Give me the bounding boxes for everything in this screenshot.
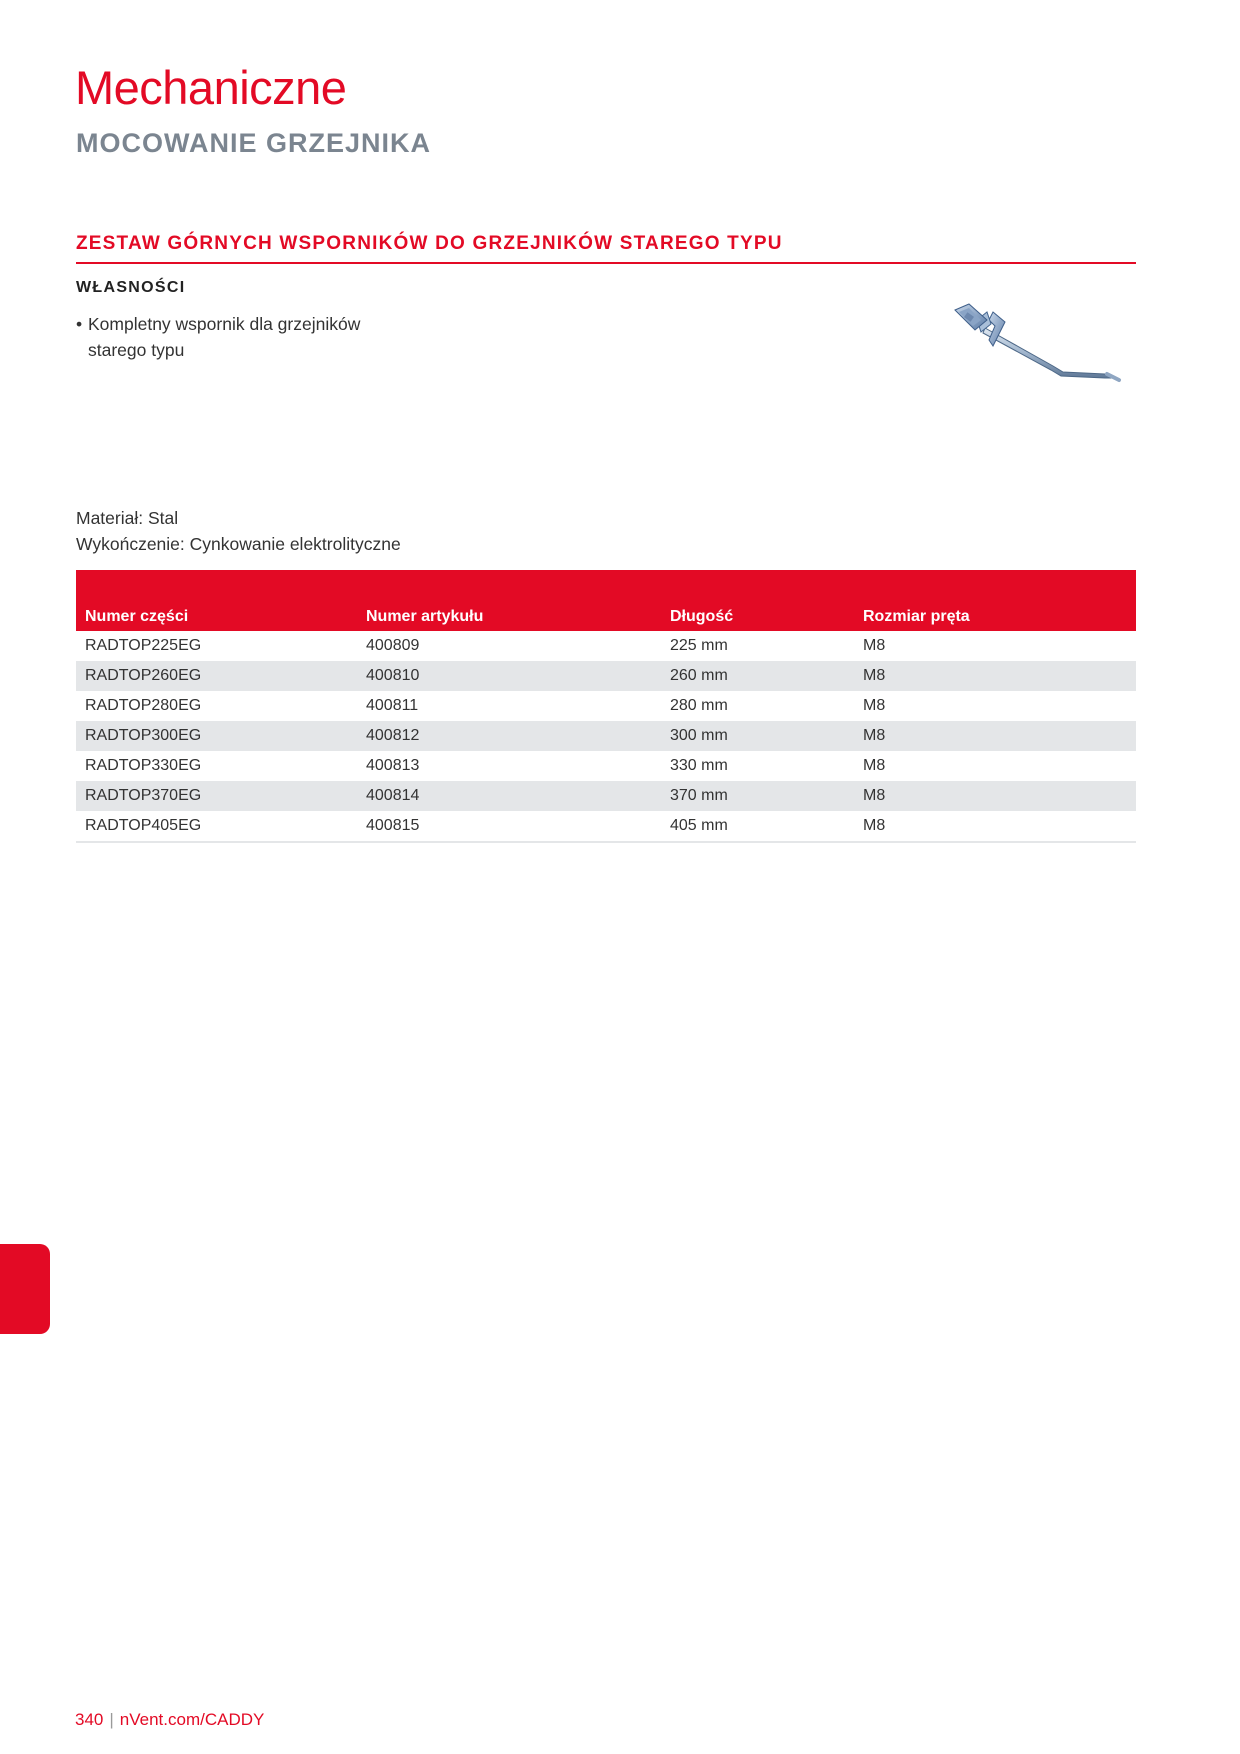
cell-rod-size: M8 — [854, 781, 1136, 811]
cell-article-number: 400812 — [357, 721, 661, 751]
radiator-bracket-illustration — [945, 300, 1135, 400]
table-row — [76, 661, 1136, 691]
footer-website-link[interactable]: nVent.com/CADDY — [119, 1710, 265, 1729]
cell-rod-size: M8 — [854, 811, 1136, 842]
material-spec: Materiał: Stal — [76, 508, 179, 528]
header-length: Długość — [670, 608, 734, 625]
cell-part-number: RADTOP370EG — [76, 781, 357, 811]
cell-length: 225 mm — [670, 637, 728, 654]
cell-article-number: 400814 — [357, 781, 661, 811]
page-subtitle: MOCOWANIE GRZEJNIKA — [76, 128, 432, 158]
section-title: ZESTAW GÓRNYCH WSPORNIKÓW DO GRZEJNIKÓW STAREGO TYPU — [76, 233, 783, 254]
parts-table — [76, 570, 1136, 843]
section-divider — [76, 262, 1136, 264]
cell-length: 370 mm — [661, 781, 854, 811]
header-article-number: Numer artykułu — [366, 608, 484, 625]
page-title: Mechaniczne — [75, 61, 347, 114]
table-header-row — [76, 570, 1136, 631]
bullet-symbol: • — [76, 314, 83, 334]
table-row — [76, 631, 1136, 661]
header-rod-size: Rozmiar pręta — [863, 608, 970, 625]
table-row — [76, 811, 1136, 842]
cell-length: 280 mm — [670, 697, 728, 714]
cell-part-number: RADTOP405EG — [76, 811, 357, 842]
cell-part-number: RADTOP300EG — [76, 721, 357, 751]
properties-heading: WŁASNOŚCI — [76, 279, 186, 296]
cell-part-number: RADTOP280EG — [85, 697, 202, 714]
cell-article-number: 400810 — [357, 661, 661, 691]
cell-article-number: 400811 — [366, 697, 419, 714]
cell-rod-size: M8 — [854, 721, 1136, 751]
table-row — [76, 751, 1136, 781]
table-row — [76, 781, 1136, 811]
cell-part-number: RADTOP330EG — [85, 757, 202, 774]
cell-rod-size: M8 — [863, 637, 886, 654]
cell-length: 300 mm — [661, 721, 854, 751]
header-part-number: Numer części — [85, 608, 189, 625]
cell-rod-size: M8 — [854, 661, 1136, 691]
finish-spec: Wykończenie: Cynkowanie elektrolityczne — [76, 534, 401, 554]
cell-part-number: RADTOP225EG — [85, 637, 202, 654]
table-row — [76, 721, 1136, 751]
cell-article-number: 400815 — [357, 811, 661, 842]
page-footer — [75, 1711, 264, 1728]
property-bullet — [76, 311, 416, 363]
chapter-tab — [0, 1244, 50, 1334]
cell-rod-size: M8 — [863, 697, 886, 714]
cell-part-number: RADTOP260EG — [76, 661, 357, 691]
cell-article-number: 400809 — [366, 637, 420, 654]
cell-length: 260 mm — [661, 661, 854, 691]
property-text: Kompletny wspornik dla grzejników starego typu — [88, 314, 361, 360]
cell-rod-size: M8 — [863, 757, 886, 774]
page-number: 340 — [75, 1710, 104, 1729]
cell-article-number: 400813 — [366, 757, 420, 774]
table-row — [76, 691, 1136, 721]
footer-separator: | — [109, 1710, 114, 1729]
cell-length: 405 mm — [661, 811, 854, 842]
cell-length: 330 mm — [670, 757, 728, 774]
